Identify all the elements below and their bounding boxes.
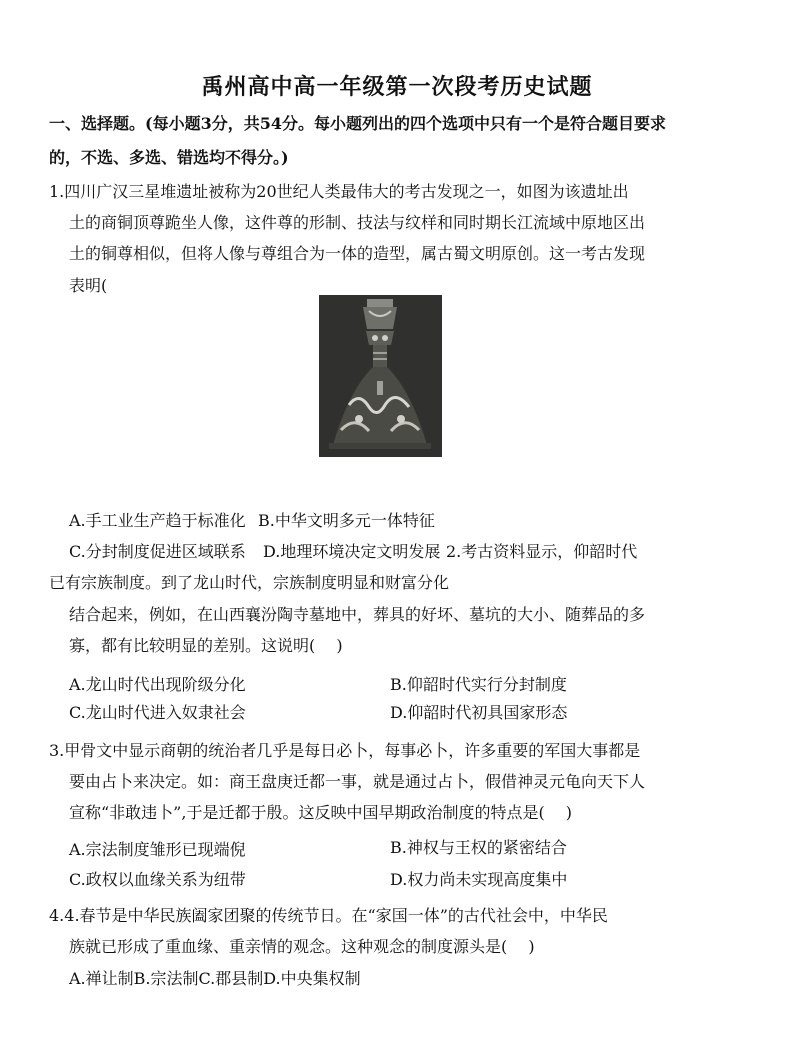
q1-line2: 土的商铜顶尊跪坐人像，这件尊的形制、技法与纹样和同时期长江流域中原地区出	[69, 213, 646, 232]
q2-line4: 寡，都有比较明显的差别。这说明( )	[69, 636, 343, 655]
q1-line1: 1.四川广汉三星堆遗址被称为20世纪人类最伟大的考古发现之一，如图为该遗址出	[49, 182, 629, 201]
q3-option-b: B.神权与王权的紧密结合	[390, 838, 567, 857]
q2-line3: 结合起来，例如，在山西襄汾陶寺墓地中，葬具的好坏、墓坑的大小、随葬品的多	[69, 605, 646, 624]
q1-option-d: D.地理环境决定文明发展	[263, 542, 441, 561]
q3-line2: 要由占卜来决定。如：商王盘庚迁都一事，就是通过占卜，假借神灵元龟向天下人	[69, 772, 646, 791]
q1-line4: 表明(	[69, 276, 108, 295]
q2-line2: 已有宗族制度。到了龙山时代，宗族制度明显和财富分化	[49, 573, 450, 592]
q3-line3: 宣称“非敢违卜”,于是迁都于殷。这反映中国早期政治制度的特点是( )	[69, 803, 573, 822]
q3-option-c: C.政权以血缘关系为纽带	[69, 870, 246, 889]
q2-option-c: C.龙山时代进入奴隶社会	[69, 703, 246, 722]
q2-line1: 2.考古资料显示，仰韶时代	[446, 542, 638, 561]
q3-line1: 3.甲骨文中显示商朝的统治者几乎是每日必卜，每事必卜，许多重要的军国大事都是	[49, 741, 641, 760]
q1-option-c: C.分封制度促进区域联系	[69, 542, 246, 561]
section-heading-line1: 一、选择题。(每小题3分，共54分。每小题列出的四个选项中只有一个是符合题目要求	[49, 114, 666, 133]
q2-option-d: D.仰韶时代初具国家形态	[390, 703, 568, 722]
q1-option-a: A.手工业生产趋于标准化	[69, 511, 246, 530]
section-heading-line2: 的，不选、多选、错选均不得分。)	[49, 148, 289, 167]
q4-line1: 4.4.春节是中华民族阖家团聚的传统节日。在“家国一体”的古代社会中，中华民	[49, 906, 608, 925]
q3-option-a: A.宗法制度雏形已现端倪	[69, 840, 246, 859]
exam-title: 禹州高中高一年级第一次段考历史试题	[201, 74, 593, 100]
q2-option-a: A.龙山时代出现阶级分化	[69, 675, 246, 694]
q4-options: A.禅让制B.宗法制C.郡县制D.中央集权制	[69, 969, 361, 988]
q1-option-b: B.中华文明多元一体特征	[258, 511, 435, 530]
q3-option-d: D.权力尚未实现高度集中	[390, 870, 568, 889]
q1-line3: 土的铜尊相似，但将人像与尊组合为一体的造型，属古蜀文明原创。这一考古发现	[69, 244, 646, 263]
bronze-zun-figure-image	[319, 295, 442, 457]
q2-option-b: B.仰韶时代实行分封制度	[390, 675, 567, 694]
q4-line2: 族就已形成了重血缘、重亲情的观念。这种观念的制度源头是( )	[69, 937, 535, 956]
